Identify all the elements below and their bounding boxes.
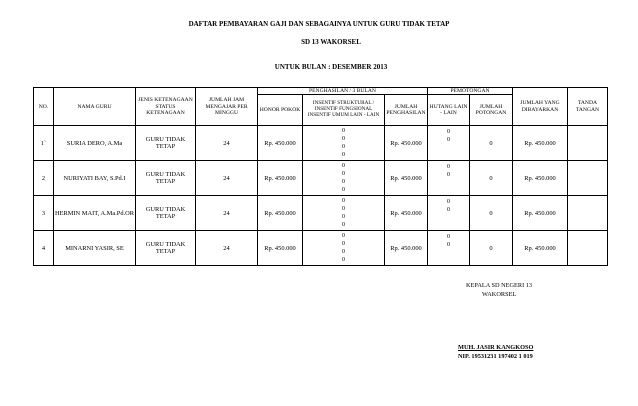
row-jumlah-jam: 24 xyxy=(196,196,258,231)
row-jumlah-jam: 24 xyxy=(196,161,258,196)
row-jenis-ketenagaan: GURU TIDAK TETAP xyxy=(136,231,196,266)
row-tanda-tangan xyxy=(568,126,608,161)
row-jumlah-dibayarkan: Rp. 450.000 xyxy=(513,231,568,266)
row-honor-pokok: Rp. 450.000 xyxy=(258,231,303,266)
col-header-jenis-ketenagaan: JENIS KETENAGAAN STATUS KETENAGAAN xyxy=(136,88,196,126)
row-insentif: 0 0 0 0 xyxy=(303,161,385,196)
row-jumlah-dibayarkan: Rp. 450.000 xyxy=(513,126,568,161)
signature-title: KEPALA SD NEGERI 13 xyxy=(466,282,533,289)
row-no: 2 xyxy=(34,161,54,196)
row-no: 1` xyxy=(34,126,54,161)
row-tanda-tangan xyxy=(568,161,608,196)
payroll-table xyxy=(33,87,608,266)
row-jumlah-potongan: 0 xyxy=(470,231,513,266)
table-row xyxy=(34,161,608,196)
row-jenis-ketenagaan: GURU TIDAK TETAP xyxy=(136,196,196,231)
row-jumlah-jam: 24 xyxy=(196,231,258,266)
row-hutang: 0 0 xyxy=(428,126,470,161)
row-hutang: 0 0 xyxy=(428,196,470,231)
row-jumlah-dibayarkan: Rp. 450.000 xyxy=(513,161,568,196)
signature-nip: NIP. 19531231 197402 1 019 xyxy=(458,353,533,360)
row-jenis-ketenagaan: GURU TIDAK TETAP xyxy=(136,161,196,196)
row-honor-pokok: Rp. 450.000 xyxy=(258,161,303,196)
row-jumlah-potongan: 0 xyxy=(470,196,513,231)
col-header-honor-pokok: HONOR POKOK xyxy=(258,95,303,126)
row-tanda-tangan xyxy=(568,231,608,266)
col-header-jumlah-potongan: JUMLAH POTONGAN xyxy=(470,95,513,126)
col-header-hutang: HUTANG LAIN - LAIN xyxy=(428,95,470,126)
row-jumlah-dibayarkan: Rp. 450.000 xyxy=(513,196,568,231)
row-jumlah-penghasilan: Rp. 450.000 xyxy=(385,126,428,161)
col-header-tanda-tangan: TANDA TANGAN xyxy=(568,88,608,126)
row-nama-guru: MINARNI YASIR, SE xyxy=(54,231,136,266)
payment-period: UNTUK BULAN : DESEMBER 2013 xyxy=(274,63,388,71)
col-header-jumlah-jam: JUMLAH JAM MENGAJAR PER MINGGU xyxy=(196,88,258,126)
row-no: 3 xyxy=(34,196,54,231)
row-jumlah-penghasilan: Rp. 450.000 xyxy=(385,231,428,266)
row-nama-guru: SURIA DERO, A.Ma xyxy=(54,126,136,161)
col-header-nama-guru: NAMA GURU xyxy=(54,88,136,126)
row-tanda-tangan xyxy=(568,196,608,231)
signature-name: MUH. JASIR KANGKOSO xyxy=(458,344,534,351)
signature-location: WAKORSEL xyxy=(482,291,517,298)
col-header-jumlah-penghasilan: JUMLAH PENGHASILAN xyxy=(385,95,428,126)
row-jumlah-potongan: 0 xyxy=(470,126,513,161)
row-jumlah-penghasilan: Rp. 450.000 xyxy=(385,196,428,231)
row-hutang: 0 0 xyxy=(428,161,470,196)
row-insentif: 0 0 0 0 xyxy=(303,196,385,231)
row-nama-guru: NURIYATI BAY, S.Pd.I xyxy=(54,161,136,196)
school-name: SD 13 WAKORSEL xyxy=(301,38,361,46)
row-nama-guru: HERMIN MAIT, A.Ma.Pd.OR xyxy=(54,196,136,231)
row-honor-pokok: Rp. 450.000 xyxy=(258,126,303,161)
col-header-no: NO. xyxy=(34,88,54,126)
row-insentif: 0 0 0 0 xyxy=(303,126,385,161)
row-jumlah-potongan: 0 xyxy=(470,161,513,196)
table-row xyxy=(34,231,608,266)
row-jumlah-penghasilan: Rp. 450.000 xyxy=(385,161,428,196)
document-title: DAFTAR PEMBAYARAN GAJI DAN SEBAGAINYA UNTUK GURU TIDAK TETAP xyxy=(188,20,450,28)
row-hutang: 0 0 xyxy=(428,231,470,266)
row-insentif: 0 0 0 0 xyxy=(303,231,385,266)
row-honor-pokok: Rp. 450.000 xyxy=(258,196,303,231)
row-no: 4 xyxy=(34,231,54,266)
col-header-jumlah-dibayarkan: JUMLAH YANG DIBAYARKAN xyxy=(513,88,568,126)
col-header-pemotongan-group: PEMOTONGAN xyxy=(428,88,513,95)
row-jumlah-jam: 24 xyxy=(196,126,258,161)
table-row xyxy=(34,196,608,231)
table-row xyxy=(34,126,608,161)
col-header-insentif: INSENTIF STRUKTURAL / INSENTIF FUNGSIONAL INSENTIF UMUM LAIN - LAIN xyxy=(303,95,385,126)
row-jenis-ketenagaan: GURU TIDAK TETAP xyxy=(136,126,196,161)
col-header-penghasilan-group: PENGHASILAN / 3 BULAN xyxy=(258,88,428,95)
